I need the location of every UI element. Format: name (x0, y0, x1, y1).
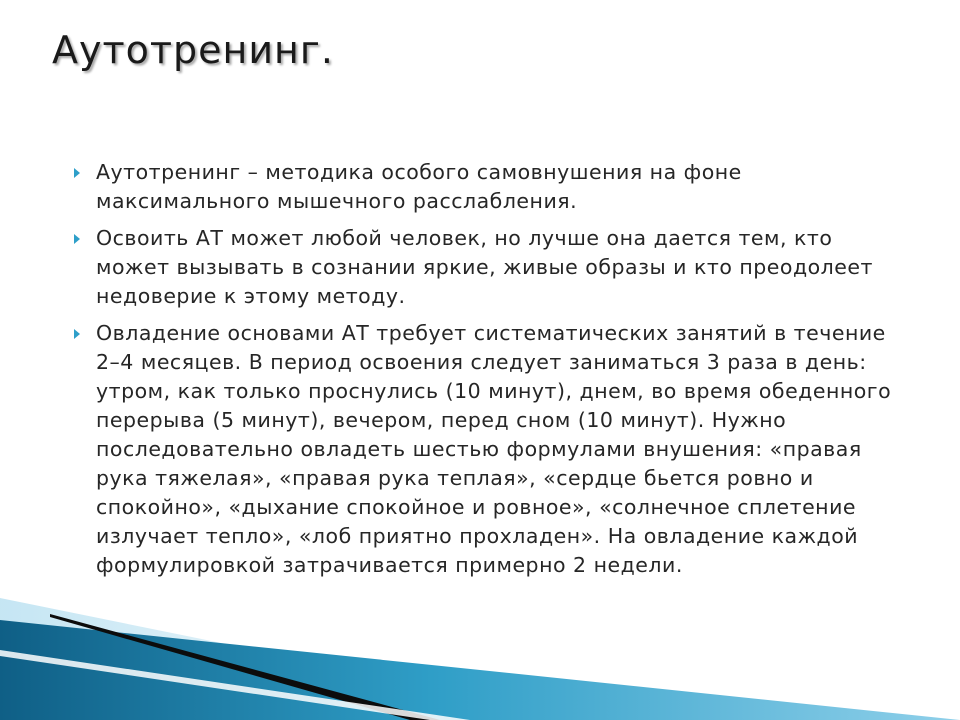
triangle-bullet-icon (74, 329, 80, 339)
bullet-text: Освоить АТ может любой человек, но лучше она дается тем, кто может вызывать в сознании яркие, живые образы и кто преодолеет недоверие к этому методу. (96, 226, 873, 308)
triangle-bullet-icon (74, 234, 80, 244)
bullet-item (62, 319, 907, 580)
bullet-text: Аутотренинг – методика особого самовнушения на фоне максимального мышечного расслабления. (96, 160, 742, 213)
decorative-wave (0, 590, 960, 720)
slide-title: Аутотренинг. (52, 28, 334, 72)
triangle-bullet-icon (74, 168, 80, 178)
wave-blue-band (0, 620, 960, 720)
bullet-text: Овладение основами АТ требует систематических занятий в течение 2–4 месяцев. В период освоения следует заниматься 3 раза в день: утром, как только проснулись (10 минут), днем, во время обеденного перерыва (5 минут), вечером, перед сном (10 минут). Нужно последовательно овладеть шестью формулами внушения: «правая рука тяжелая», «правая рука теплая», «сердце бьется ровно и спокойно», «дыхание спокойное и ровное», «солнечное сплетение излучает тепло», «лоб приятно прохладен». На овладение каждой формулировкой затрачивается примерно 2 недели. (96, 321, 892, 577)
bullet-item (62, 224, 907, 311)
bullet-list (62, 158, 907, 588)
bullet-item (62, 158, 907, 216)
